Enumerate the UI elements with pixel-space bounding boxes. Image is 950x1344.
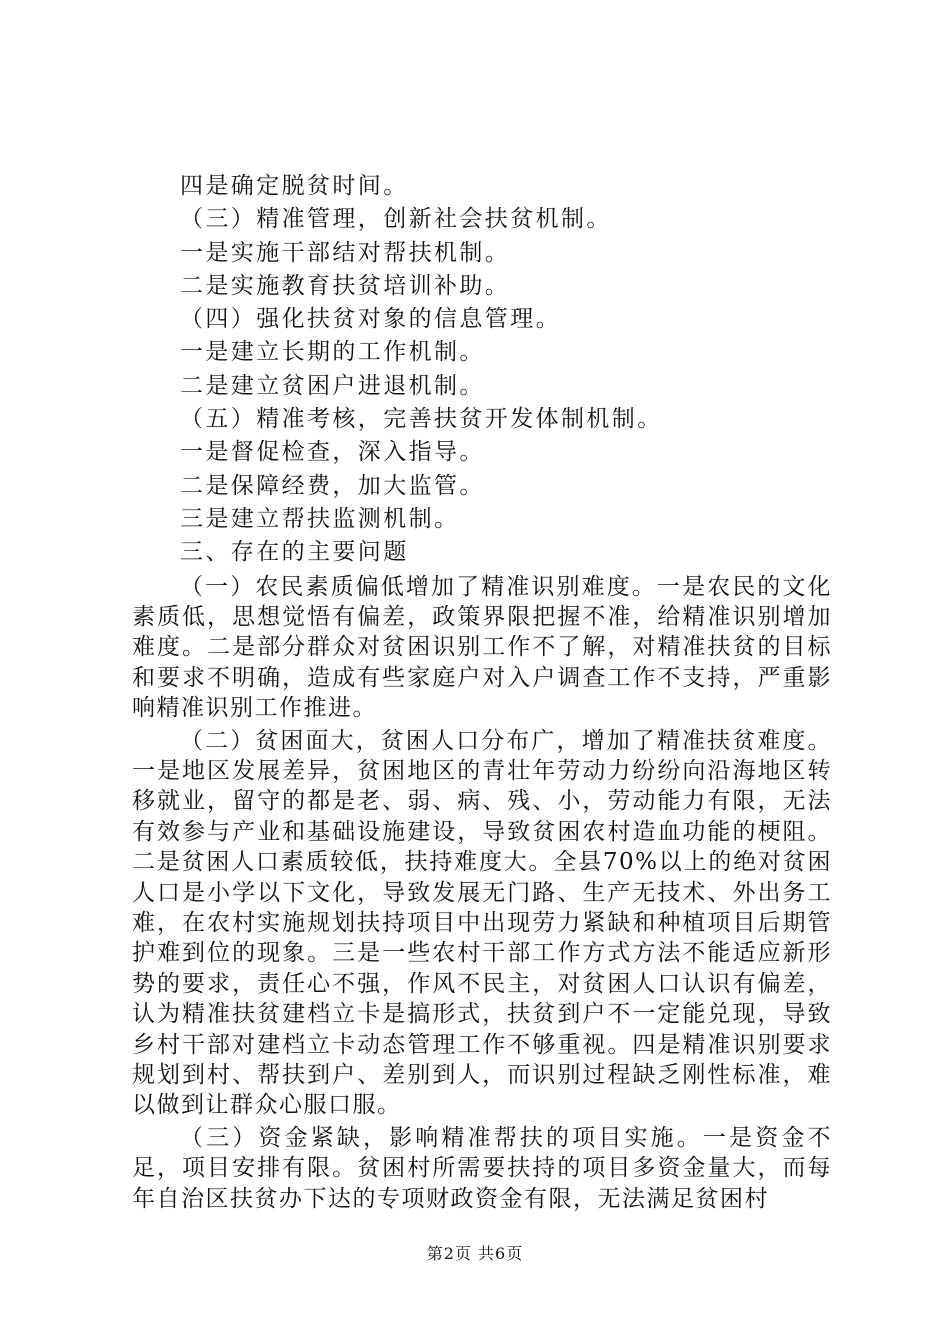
- section-heading: （四）强化扶贫对象的信息管理。: [180, 306, 561, 333]
- heading-line: 三是建立帮扶监测机制。: [180, 505, 460, 532]
- heading-line: 一是实施干部结对帮扶机制。: [180, 239, 511, 266]
- heading-line: 二是保障经费，加大监管。: [180, 472, 485, 499]
- heading-line: 四是确定脱贫时间。: [180, 173, 409, 199]
- heading-line: 一是督促检查，深入指导。: [180, 439, 485, 466]
- chapter-heading: 三、存在的主要问题: [180, 539, 409, 566]
- heading-line: 一是建立长期的工作机制。: [180, 339, 485, 366]
- body-paragraph: （三）资金紧缺，影响精准帮扶的项目实施。一是资金不足，项目安排有限。贫困村所需要扶持的项目多资金量大，而每年自治区扶贫办下达的专项财政资金有限，无法满足贫困村: [132, 1124, 832, 1212]
- page-number-footer: 第2页 共6页: [426, 1244, 524, 1263]
- heading-line: 二是实施教育扶贫培训补助。: [180, 272, 511, 299]
- section-heading: （五）精准考核，完善扶贫开发体制机制。: [180, 406, 663, 433]
- section-heading: （三）精准管理，创新社会扶贫机制。: [180, 206, 612, 233]
- body-paragraph: （一）农民素质偏低增加了精准识别难度。一是农民的文化素质低，思想觉悟有偏差，政策界限把握不准，给精准识别增加难度。二是部分群众对贫困识别工作不了解，对精准扶贫的目标和要求不明确，造成有些家庭户对入户调查工作不支持，严重影响精准识别工作推进。: [132, 573, 832, 722]
- body-paragraph: （二）贫困面大，贫困人口分布广，增加了精准扶贫难度。一是地区发展差异，贫困地区的青壮年劳动力纷纷向沿海地区转移就业，留守的都是老、弱、病、残、小，劳动能力有限，无法有效参与产业和基础设施建设，导致贫困农村造血功能的梗阻。二是贫困人口素质较低，扶持难度大。全县70%以上的绝对贫困人口是小学以下文化，导致发展无门路、生产无技术、外出务工难，在农村实施规划扶持项目中出现劳力紧缺和种植项目后期管护难到位的现象。三是一些农村干部工作方式方法不能适应新形势的要求，责任心不强，作风不民主，对贫困人口认识有偏差，认为精准扶贫建档立卡是搞形式，扶贫到户不一定能兑现，导致乡村干部对建档立卡动态管理工作不够重视。四是精准识别要求规划到村、帮扶到户、差别到人，而识别过程缺乏刚性标准，难以做到让群众心服口服。: [132, 727, 832, 1119]
- heading-line: 二是建立贫困户进退机制。: [180, 372, 485, 399]
- document-body: [132, 170, 832, 1214]
